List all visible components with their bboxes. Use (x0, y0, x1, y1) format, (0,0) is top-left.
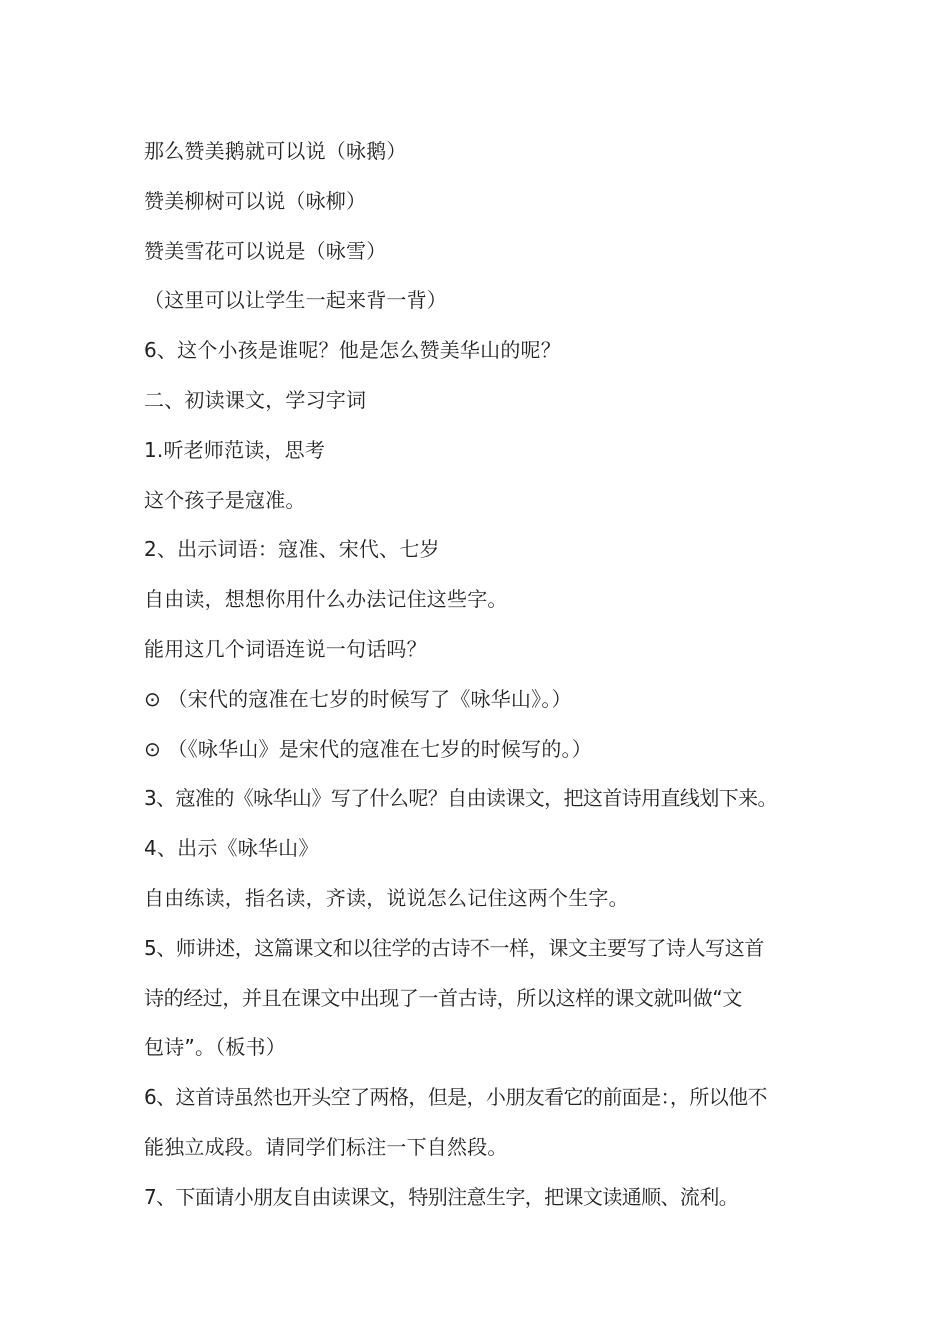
text-line: 6、这首诗虽然也开头空了两格，但是，小朋友看它的前面是：，所以他不 (144, 1085, 767, 1110)
bullet-line: ⊙ （宋代的寇准在七岁的时候写了《咏华山》。） (144, 686, 572, 711)
text-line: 2、出示词语：寇准、宋代、七岁 (144, 537, 440, 562)
text-line: 1.听老师范读，思考 (144, 437, 326, 462)
bullet-line: ⊙ （《咏华山》是宋代的寇准在七岁的时候写的。） (144, 736, 592, 761)
text-line: 5、师讲述，这篇课文和以往学的古诗不一样，课文主要写了诗人写这首 (144, 935, 764, 960)
text-line: 这个孩子是寇准。 (144, 487, 306, 512)
text-line: 4、出示《咏华山》 (144, 836, 319, 861)
text-line: 赞美雪花可以说是（咏雪） (144, 238, 387, 263)
section-heading: 二、初读课文，学习字词 (144, 387, 367, 412)
text-line: 那么赞美鹅就可以说（咏鹅） (144, 139, 407, 163)
text-line: 自由读，想想你用什么办法记住这些字。 (144, 587, 508, 612)
text-line: （这里可以让学生一起来背一背） (144, 288, 447, 313)
text-line: 7、下面请小朋友自由读课文，特别注意生字，把课文读通顺、流利。 (144, 1184, 739, 1209)
text-line: 诗的经过，并且在课文中出现了一首古诗，所以这样的课文就叫做“文 (144, 985, 742, 1010)
text-line: 包诗”。（板书） (144, 1035, 286, 1060)
text-line: 能用这几个词语连说一句话吗？ (144, 636, 427, 661)
document-body (144, 132, 810, 1228)
text-line: 赞美柳树可以说（咏柳） (144, 188, 367, 213)
text-line: 6、这个小孩是谁呢？他是怎么赞美华山的呢？ (144, 338, 561, 363)
text-line: 能独立成段。请同学们标注一下自然段。 (144, 1134, 508, 1159)
text-line: 自由练读，指名读，齐读，说说怎么记住这两个生字。 (144, 885, 629, 910)
text-line: 3、寇准的《咏华山》写了什么呢？自由读课文，把这首诗用直线划下来。 (144, 786, 777, 811)
